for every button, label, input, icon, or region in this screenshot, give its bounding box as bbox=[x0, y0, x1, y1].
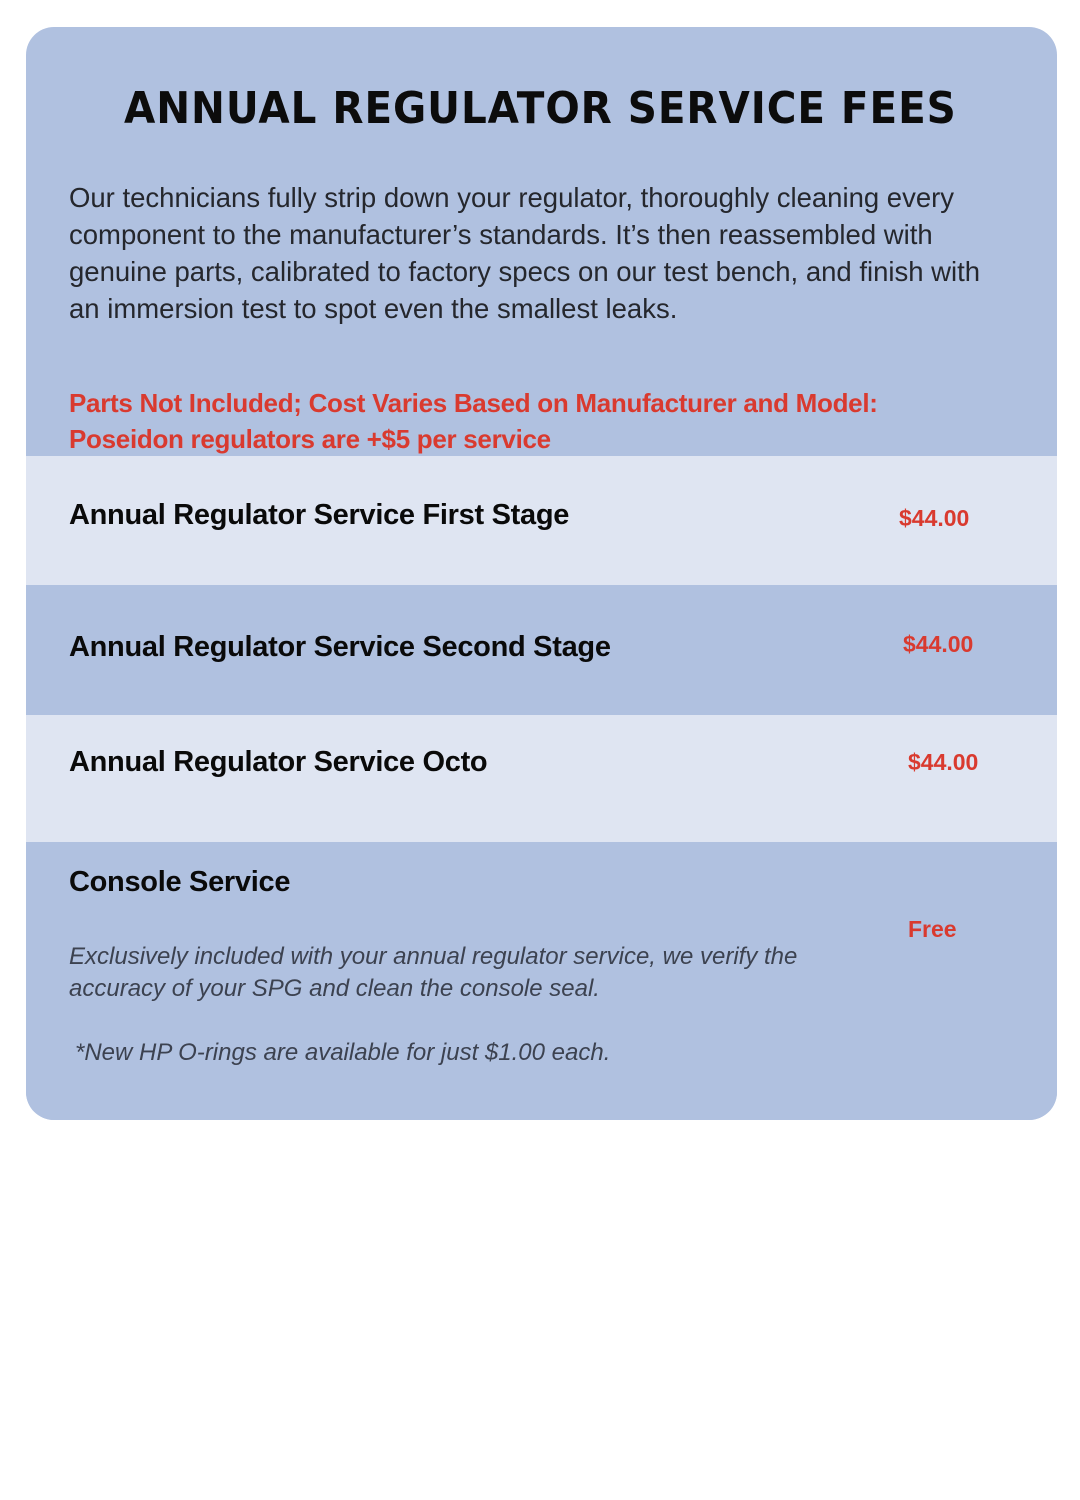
service-price: $44.00 bbox=[908, 749, 979, 775]
service-name: Annual Regulator Service Second Stage bbox=[69, 631, 611, 663]
parts-notice bbox=[69, 385, 1009, 457]
service-name: Console Service bbox=[69, 866, 291, 898]
service-description: Our technicians fully strip down your regulator, thoroughly cleaning every component to the manufacturer’s standards. It’s then reassembled with genuine parts, calibrated to factory specs on our test bench, and finish with an immersion test to spot even the smallest leaks. bbox=[69, 182, 981, 324]
service-name: Annual Regulator Service Octo bbox=[69, 746, 488, 778]
service-row-console bbox=[26, 842, 1057, 1120]
service-fees-card bbox=[26, 27, 1057, 1120]
service-row-first-stage bbox=[26, 456, 1057, 585]
service-price: Free bbox=[908, 916, 957, 942]
console-service-description: Exclusively included with your annual regulator service, we verify the accuracy of your SPG and clean the console seal. bbox=[69, 943, 798, 1002]
service-name: Annual Regulator Service First Stage bbox=[69, 499, 570, 531]
service-row-second-stage bbox=[26, 585, 1057, 715]
o-ring-footnote: *New HP O-rings are available for just $1.00 each. bbox=[75, 1039, 611, 1066]
service-price: $44.00 bbox=[903, 631, 974, 657]
service-row-octo bbox=[26, 715, 1057, 842]
page-title: ANNUAL REGULATOR SERVICE FEES bbox=[124, 83, 957, 134]
service-price: $44.00 bbox=[899, 505, 970, 531]
parts-notice-line-2: Poseidon regulators are +$5 per service bbox=[69, 424, 551, 454]
parts-notice-line-1: Parts Not Included; Cost Varies Based on Manufacturer and Model: bbox=[69, 388, 878, 418]
